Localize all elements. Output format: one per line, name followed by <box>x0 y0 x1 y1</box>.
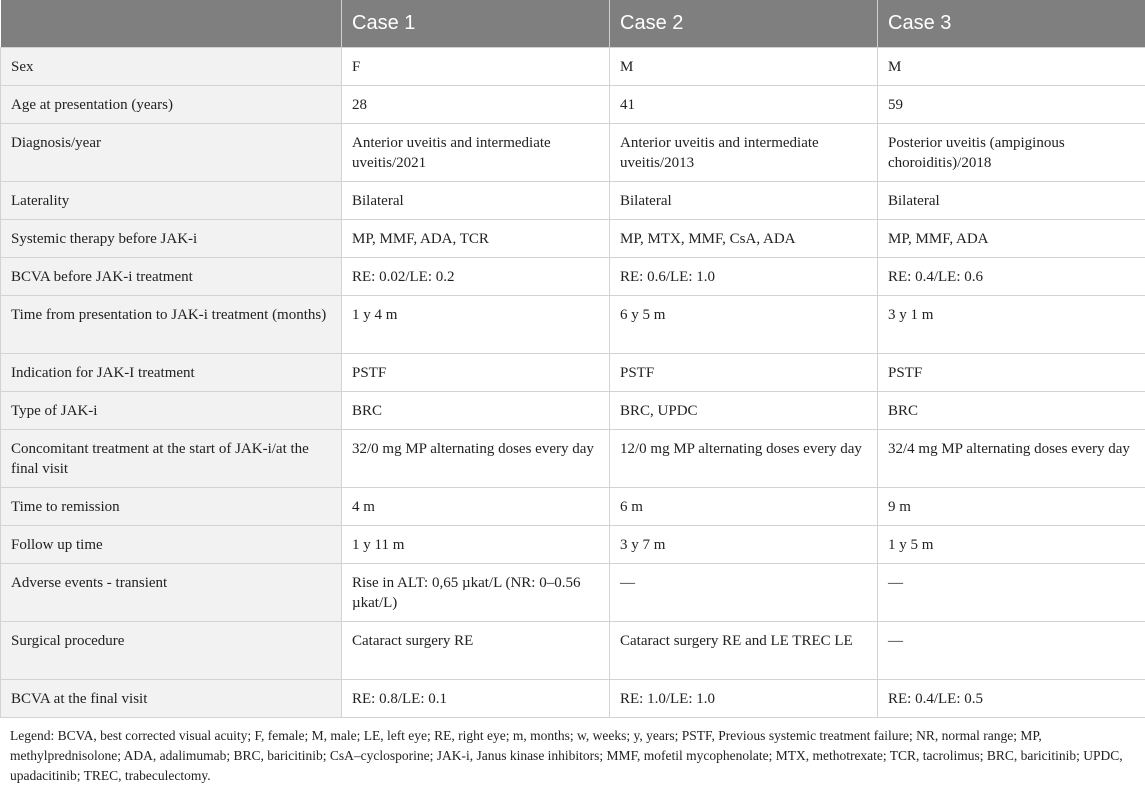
table-row <box>1 430 1145 488</box>
case-2-cell: RE: 1.0/LE: 1.0 <box>610 680 878 718</box>
case-2-cell: 12/0 mg MP alternating doses every day <box>610 430 878 488</box>
table-row <box>1 220 1145 258</box>
row-label: Indication for JAK-I treatment <box>1 354 342 392</box>
row-label: Diagnosis/year <box>1 124 342 182</box>
case-3-cell: RE: 0.4/LE: 0.5 <box>878 680 1145 718</box>
row-label: Systemic therapy before JAK-i <box>1 220 342 258</box>
row-label: Time to remission <box>1 488 342 526</box>
case-1-cell: 28 <box>342 86 610 124</box>
case-1-cell: F <box>342 48 610 86</box>
case-1-cell: Cataract surgery RE <box>342 622 610 680</box>
row-label: Surgical procedure <box>1 622 342 680</box>
table-row <box>1 680 1145 718</box>
row-label: BCVA at the final visit <box>1 680 342 718</box>
case-1-cell: RE: 0.8/LE: 0.1 <box>342 680 610 718</box>
case-3-cell: 59 <box>878 86 1145 124</box>
row-label: Sex <box>1 48 342 86</box>
case-3-cell: BRC <box>878 392 1145 430</box>
case-1-cell: PSTF <box>342 354 610 392</box>
case-2-cell: PSTF <box>610 354 878 392</box>
case-3-cell: 9 m <box>878 488 1145 526</box>
row-label: Laterality <box>1 182 342 220</box>
case-3-cell: Posterior uveitis (ampiginous choroiditis)/2018 <box>878 124 1145 182</box>
header-case-1: Case 1 <box>342 0 610 48</box>
table-row <box>1 86 1145 124</box>
case-1-cell: Rise in ALT: 0,65 µkat/L (NR: 0–0.56 µkat/L) <box>342 564 610 622</box>
case-3-cell: — <box>878 622 1145 680</box>
case-3-cell: PSTF <box>878 354 1145 392</box>
header-case-2: Case 2 <box>610 0 878 48</box>
case-2-cell: Bilateral <box>610 182 878 220</box>
table-row <box>1 392 1145 430</box>
table-row <box>1 48 1145 86</box>
case-2-cell: Cataract surgery RE and LE TREC LE <box>610 622 878 680</box>
table-row <box>1 124 1145 182</box>
row-label: Age at presentation (years) <box>1 86 342 124</box>
table-row <box>1 564 1145 622</box>
header-case-3: Case 3 <box>878 0 1145 48</box>
case-2-cell: BRC, UPDC <box>610 392 878 430</box>
table-legend: Legend: BCVA, best corrected visual acuity; F, female; M, male; LE, left eye; RE, right eye; m, months; w, weeks; y, years; PSTF, Previous systemic treatment failure; NR, normal range; MP, methylprednisolone; ADA, adalimumab; BRC, baricitinib; CsA–cyclosporine; JAK-i, Janus kinase inhibitors; MMF, mofetil mycophenolate; MTX, methotrexate; TCR, tacrolimus; BRC, baricitinib; UPDC, upadacitinib; TREC, trabeculectomy. <box>10 728 1123 783</box>
row-label: BCVA before JAK-i treatment <box>1 258 342 296</box>
case-1-cell: 32/0 mg MP alternating doses every day <box>342 430 610 488</box>
case-1-cell: Anterior uveitis and intermediate uveitis/2021 <box>342 124 610 182</box>
case-3-cell: 1 y 5 m <box>878 526 1145 564</box>
case-3-cell: 3 y 1 m <box>878 296 1145 354</box>
row-label: Concomitant treatment at the start of JAK-i/at the final visit <box>1 430 342 488</box>
row-label: Type of JAK-i <box>1 392 342 430</box>
case-3-cell: 32/4 mg MP alternating doses every day <box>878 430 1145 488</box>
row-label: Time from presentation to JAK-i treatment (months) <box>1 296 342 354</box>
table-row <box>1 526 1145 564</box>
case-1-cell: RE: 0.02/LE: 0.2 <box>342 258 610 296</box>
table-row <box>1 622 1145 680</box>
case-1-cell: Bilateral <box>342 182 610 220</box>
case-2-cell: 6 m <box>610 488 878 526</box>
case-3-cell: Bilateral <box>878 182 1145 220</box>
case-1-cell: 4 m <box>342 488 610 526</box>
case-3-cell: MP, MMF, ADA <box>878 220 1145 258</box>
case-3-cell: — <box>878 564 1145 622</box>
case-2-cell: M <box>610 48 878 86</box>
case-2-cell: MP, MTX, MMF, CsA, ADA <box>610 220 878 258</box>
case-1-cell: MP, MMF, ADA, TCR <box>342 220 610 258</box>
table-row <box>1 488 1145 526</box>
case-2-cell: Anterior uveitis and intermediate uveitis/2013 <box>610 124 878 182</box>
case-2-cell: RE: 0.6/LE: 1.0 <box>610 258 878 296</box>
case-3-cell: M <box>878 48 1145 86</box>
table-row <box>1 182 1145 220</box>
case-2-cell: 41 <box>610 86 878 124</box>
table-row <box>1 354 1145 392</box>
row-label: Follow up time <box>1 526 342 564</box>
header-blank <box>1 0 342 48</box>
table-row <box>1 258 1145 296</box>
header-row <box>1 0 1145 48</box>
row-label: Adverse events - transient <box>1 564 342 622</box>
case-1-cell: 1 y 4 m <box>342 296 610 354</box>
case-1-cell: BRC <box>342 392 610 430</box>
case-2-cell: 3 y 7 m <box>610 526 878 564</box>
case-3-cell: RE: 0.4/LE: 0.6 <box>878 258 1145 296</box>
case-1-cell: 1 y 11 m <box>342 526 610 564</box>
case-2-cell: — <box>610 564 878 622</box>
case-2-cell: 6 y 5 m <box>610 296 878 354</box>
table-row <box>1 296 1145 354</box>
